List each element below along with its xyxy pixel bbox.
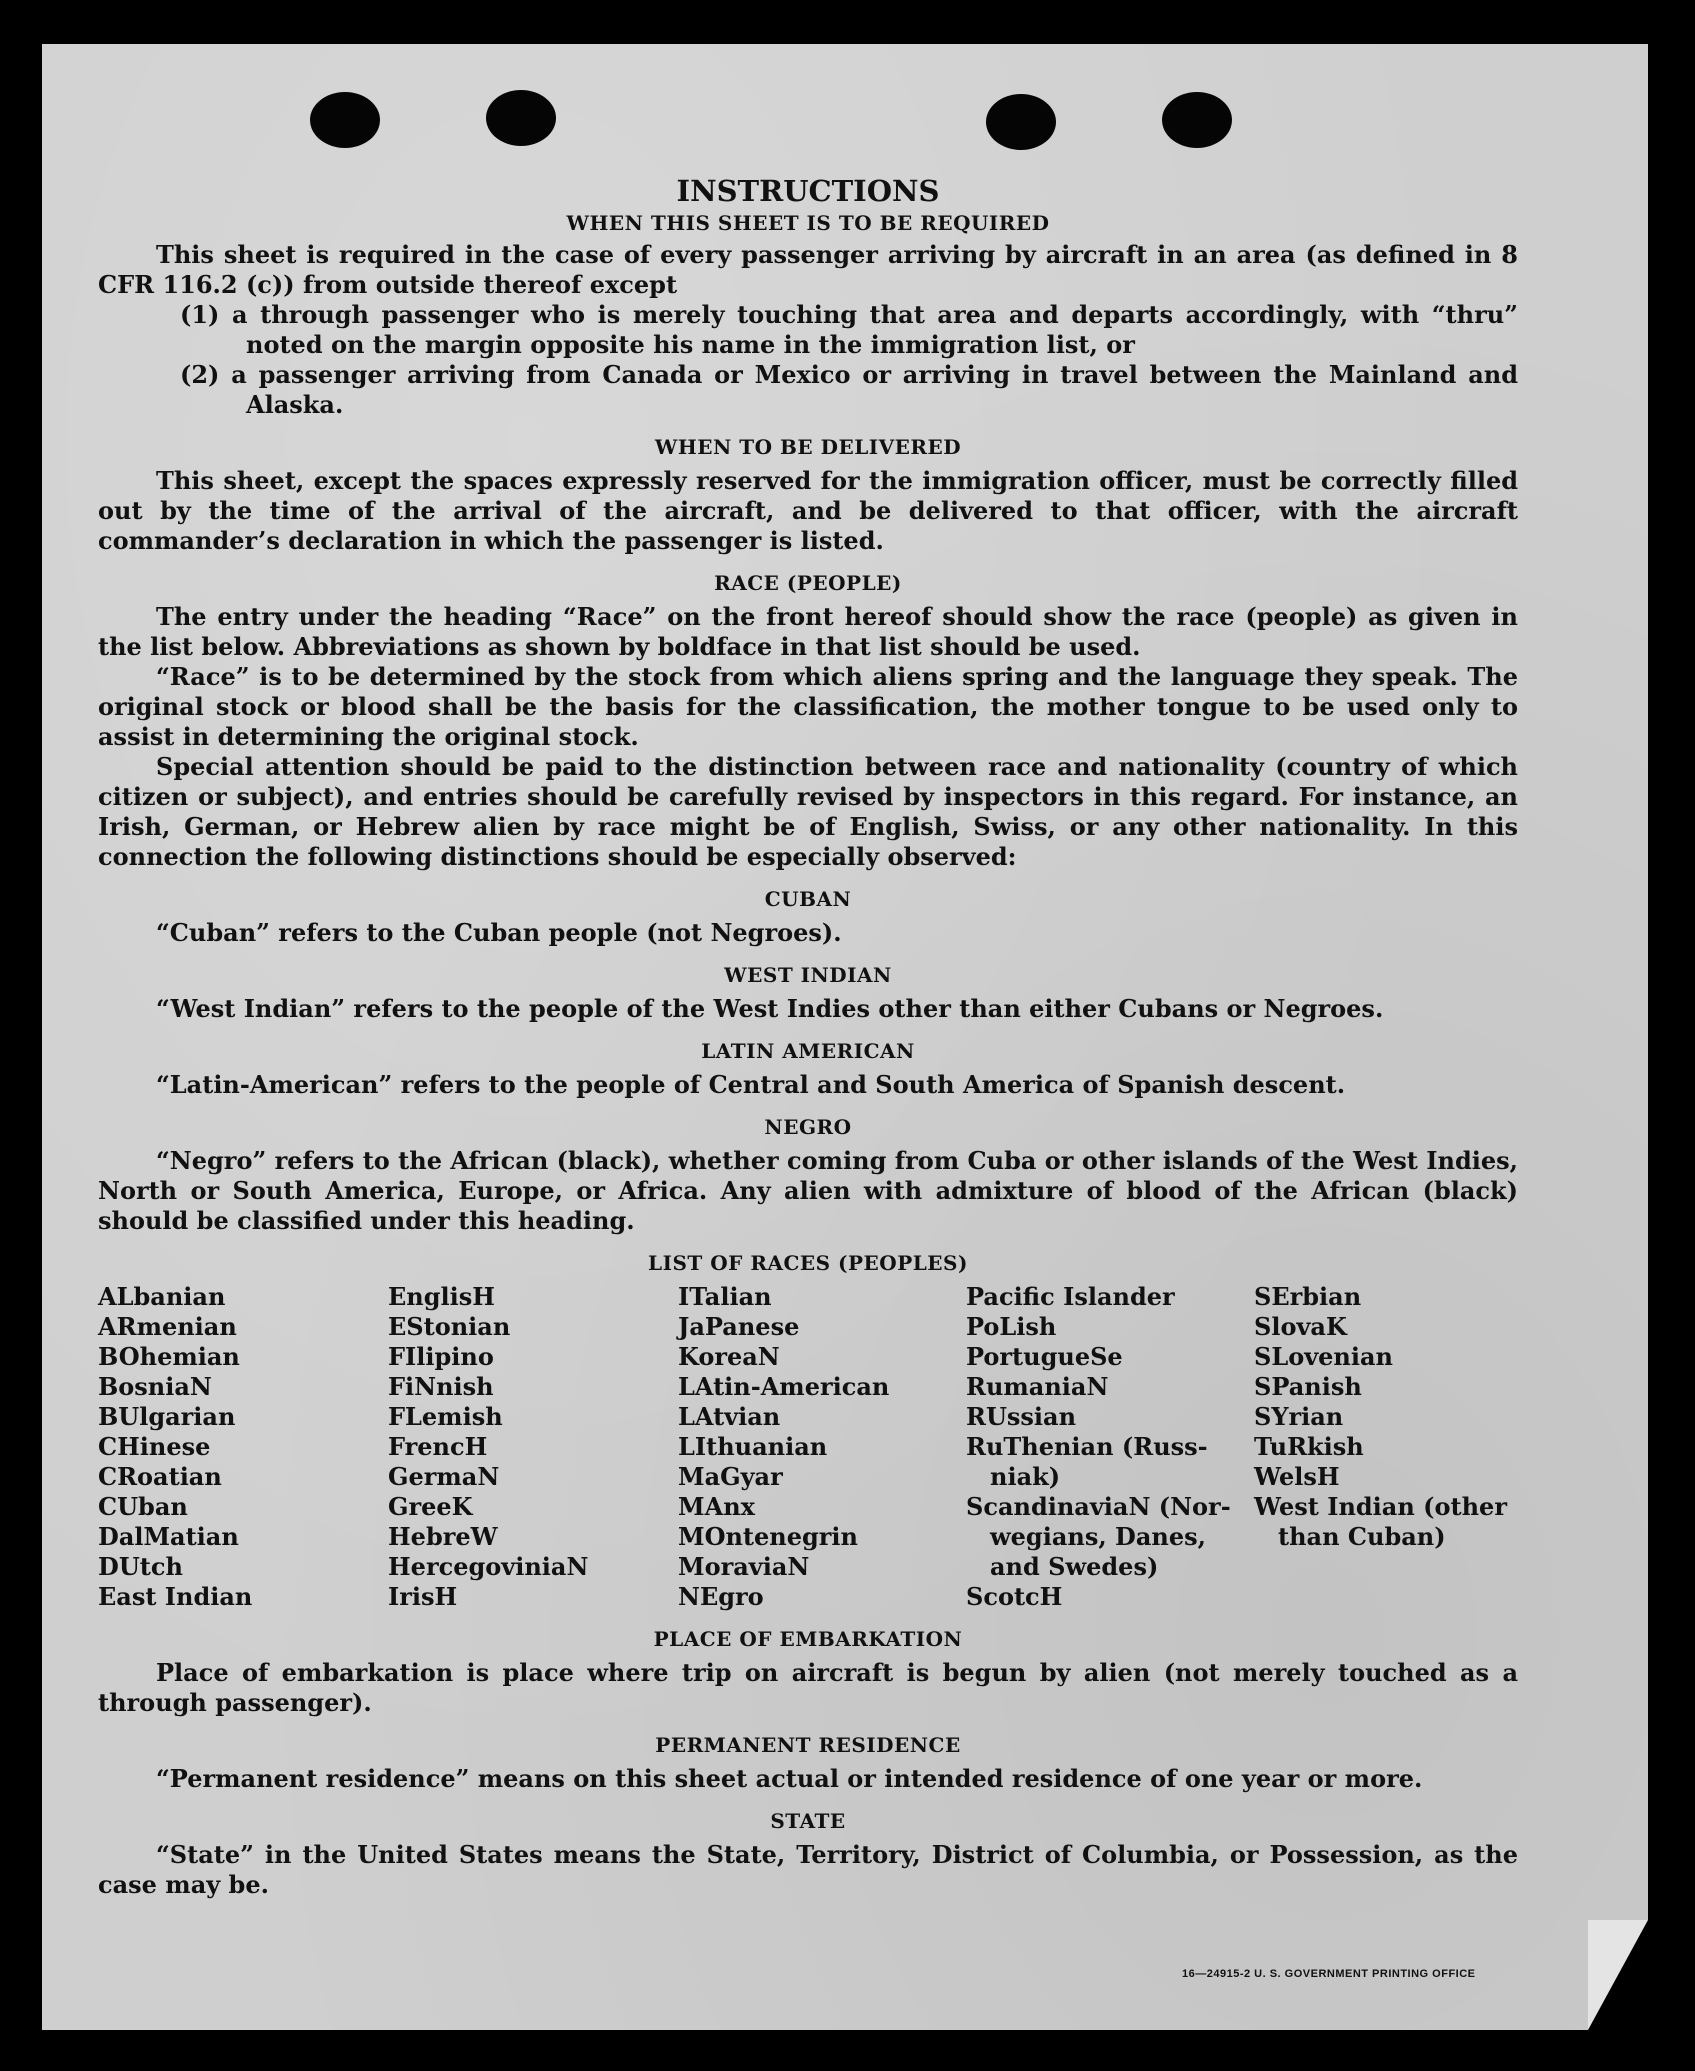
- races-column-5: [1254, 1282, 1514, 1612]
- residence-text: “Permanent residence” means on this sheet actual or intended residence of one year or more.: [156, 1764, 1423, 1793]
- races-column-3: [678, 1282, 966, 1612]
- document-page: [42, 44, 1648, 2030]
- when-required-intro: This sheet is required in the case of every passenger arriving by aircraft in an area (as defined in 8 CFR 116.2 (c)) from outside thereof except: [98, 240, 1518, 299]
- latin-american-text: “Latin-American” refers to the people of Central and South America of Spanish descent.: [156, 1070, 1346, 1099]
- cuban-heading: CUBAN: [764, 887, 852, 911]
- race-item: SPanish: [1254, 1372, 1362, 1401]
- race-item: LIthuanian: [678, 1432, 828, 1461]
- race-item-continuation: niak): [990, 1462, 1061, 1491]
- race-item: RuThenian (Russ-: [966, 1432, 1208, 1461]
- races-column-1: [98, 1282, 388, 1612]
- race-item: FIlipino: [388, 1342, 494, 1371]
- race-item: MOntenegrin: [678, 1522, 858, 1551]
- race-item: HercegoviniaN: [388, 1552, 589, 1581]
- residence-heading: PERMANENT RESIDENCE: [655, 1733, 961, 1757]
- race-item: DUtch: [98, 1552, 183, 1581]
- race-item: RUssian: [966, 1402, 1077, 1431]
- race-item: EnglisH: [388, 1282, 495, 1311]
- race-item: FLemish: [388, 1402, 503, 1431]
- races-column-4: [966, 1282, 1254, 1612]
- punch-hole: [986, 94, 1056, 150]
- race-item: SLovenian: [1254, 1342, 1393, 1371]
- race-item: JaPanese: [678, 1312, 800, 1341]
- negro-heading: NEGRO: [764, 1115, 852, 1139]
- race-item: IrisH: [388, 1582, 458, 1611]
- race-item: ITalian: [678, 1282, 772, 1311]
- races-column-2: [388, 1282, 678, 1612]
- when-delivered-heading: WHEN TO BE DELIVERED: [654, 435, 962, 459]
- race-item: BUlgarian: [98, 1402, 236, 1431]
- embarkation-text: Place of embarkation is place where trip on aircraft is begun by alien (not merely touched as a through passenger).: [98, 1658, 1518, 1717]
- race-item: KoreaN: [678, 1342, 780, 1371]
- west-indian-heading: WEST INDIAN: [724, 963, 892, 987]
- race-item: FrencH: [388, 1432, 488, 1461]
- instructions-content: [98, 174, 1518, 1900]
- race-item: SErbian: [1254, 1282, 1362, 1311]
- race-item: NEgro: [678, 1582, 764, 1611]
- state-heading: STATE: [770, 1809, 846, 1833]
- race-item: RumaniaN: [966, 1372, 1109, 1401]
- state-text: “State” in the United States means the State, Territory, District of Columbia, or Possession, as the case may be.: [98, 1840, 1518, 1899]
- race-item-continuation: than Cuban): [1278, 1522, 1446, 1551]
- race-item: ALbanian: [98, 1282, 226, 1311]
- race-item: PortugueSe: [966, 1342, 1123, 1371]
- race-item: SYrian: [1254, 1402, 1344, 1431]
- race-item: BOhemian: [98, 1342, 240, 1371]
- embarkation-heading: PLACE OF EMBARKATION: [653, 1627, 963, 1651]
- when-required-heading: WHEN THIS SHEET IS TO BE REQUIRED: [566, 211, 1050, 235]
- punch-hole: [1162, 92, 1232, 148]
- race-item: MoraviaN: [678, 1552, 810, 1581]
- race-item: BosniaN: [98, 1372, 212, 1401]
- race-item: SlovaK: [1254, 1312, 1347, 1341]
- negro-text: “Negro” refers to the African (black), whether coming from Cuba or other islands of the West Indies, North or South America, Europe, or Africa. Any alien with admixture of blood of the African (black) should be classified under this heading.: [98, 1146, 1518, 1235]
- printing-office-imprint: 16—24915-2 U. S. GOVERNMENT PRINTING OFFICE: [1182, 1968, 1476, 1980]
- page-title: INSTRUCTIONS: [676, 174, 940, 208]
- race-item: CUban: [98, 1492, 188, 1521]
- cuban-text: “Cuban” refers to the Cuban people (not Negroes).: [156, 918, 842, 947]
- race-item-continuation: wegians, Danes,: [990, 1522, 1206, 1551]
- races-list: [98, 1282, 1518, 1612]
- race-item: ARmenian: [98, 1312, 237, 1341]
- race-item: CRoatian: [98, 1462, 222, 1491]
- race-item: FiNnish: [388, 1372, 494, 1401]
- race-heading: RACE (PEOPLE): [714, 571, 902, 595]
- when-required-item-1: (1) a through passenger who is merely touching that area and departs accordingly, with “thru” noted on the margin opposite his name in the immigration list, or: [180, 300, 1518, 359]
- race-item: CHinese: [98, 1432, 211, 1461]
- race-item: Pacific Islander: [966, 1282, 1175, 1311]
- race-item: HebreW: [388, 1522, 498, 1551]
- race-item: ScandinaviaN (Nor-: [966, 1492, 1231, 1521]
- race-item: LAtvian: [678, 1402, 781, 1431]
- race-paragraph-3: Special attention should be paid to the distinction between race and nationality (country of which citizen or subject), and entries should be carefully revised by inspectors in this regard. For instance, an Irish, German, or Hebrew alien by race might be of English, Swiss, or any other nationality. In this connection the following distinctions should be especially observed:: [98, 752, 1518, 871]
- race-item: GermaN: [388, 1462, 500, 1491]
- race-item: ScotcH: [966, 1582, 1063, 1611]
- when-required-item-2: (2) a passenger arriving from Canada or Mexico or arriving in travel between the Mainland and Alaska.: [180, 360, 1518, 419]
- race-item: DalMatian: [98, 1522, 239, 1551]
- race-item: MAnx: [678, 1492, 755, 1521]
- race-item: WelsH: [1254, 1462, 1340, 1491]
- race-item-continuation: and Swedes): [990, 1552, 1159, 1581]
- race-paragraph-2: “Race” is to be determined by the stock from which aliens spring and the language they speak. The original stock or blood shall be the basis for the classification, the mother tongue to be used only to assist in determining the original stock.: [98, 662, 1518, 751]
- race-item: PoLish: [966, 1312, 1057, 1341]
- race-item: LAtin-American: [678, 1372, 890, 1401]
- punch-hole: [486, 90, 556, 146]
- race-item: West Indian (other: [1254, 1492, 1507, 1521]
- list-of-races-heading: LIST OF RACES (PEOPLES): [648, 1251, 968, 1275]
- folded-corner: [1588, 1920, 1648, 2030]
- latin-american-heading: LATIN AMERICAN: [701, 1039, 915, 1063]
- race-item: EStonian: [388, 1312, 511, 1341]
- race-item: East Indian: [98, 1582, 253, 1611]
- west-indian-text: “West Indian” refers to the people of the West Indies other than either Cubans or Negroes.: [156, 994, 1384, 1023]
- race-paragraph-1: The entry under the heading “Race” on the front hereof should show the race (people) as given in the list below. Abbreviations as shown by boldface in that list should be used.: [98, 602, 1518, 661]
- race-item: GreeK: [388, 1492, 473, 1521]
- race-item: MaGyar: [678, 1462, 783, 1491]
- race-item: TuRkish: [1254, 1432, 1364, 1461]
- when-delivered-text: This sheet, except the spaces expressly reserved for the immigration officer, must be correctly filled out by the time of the arrival of the aircraft, and be delivered to that officer, with the aircraft commander’s declaration in which the passenger is listed.: [98, 466, 1518, 555]
- punch-hole: [310, 92, 380, 148]
